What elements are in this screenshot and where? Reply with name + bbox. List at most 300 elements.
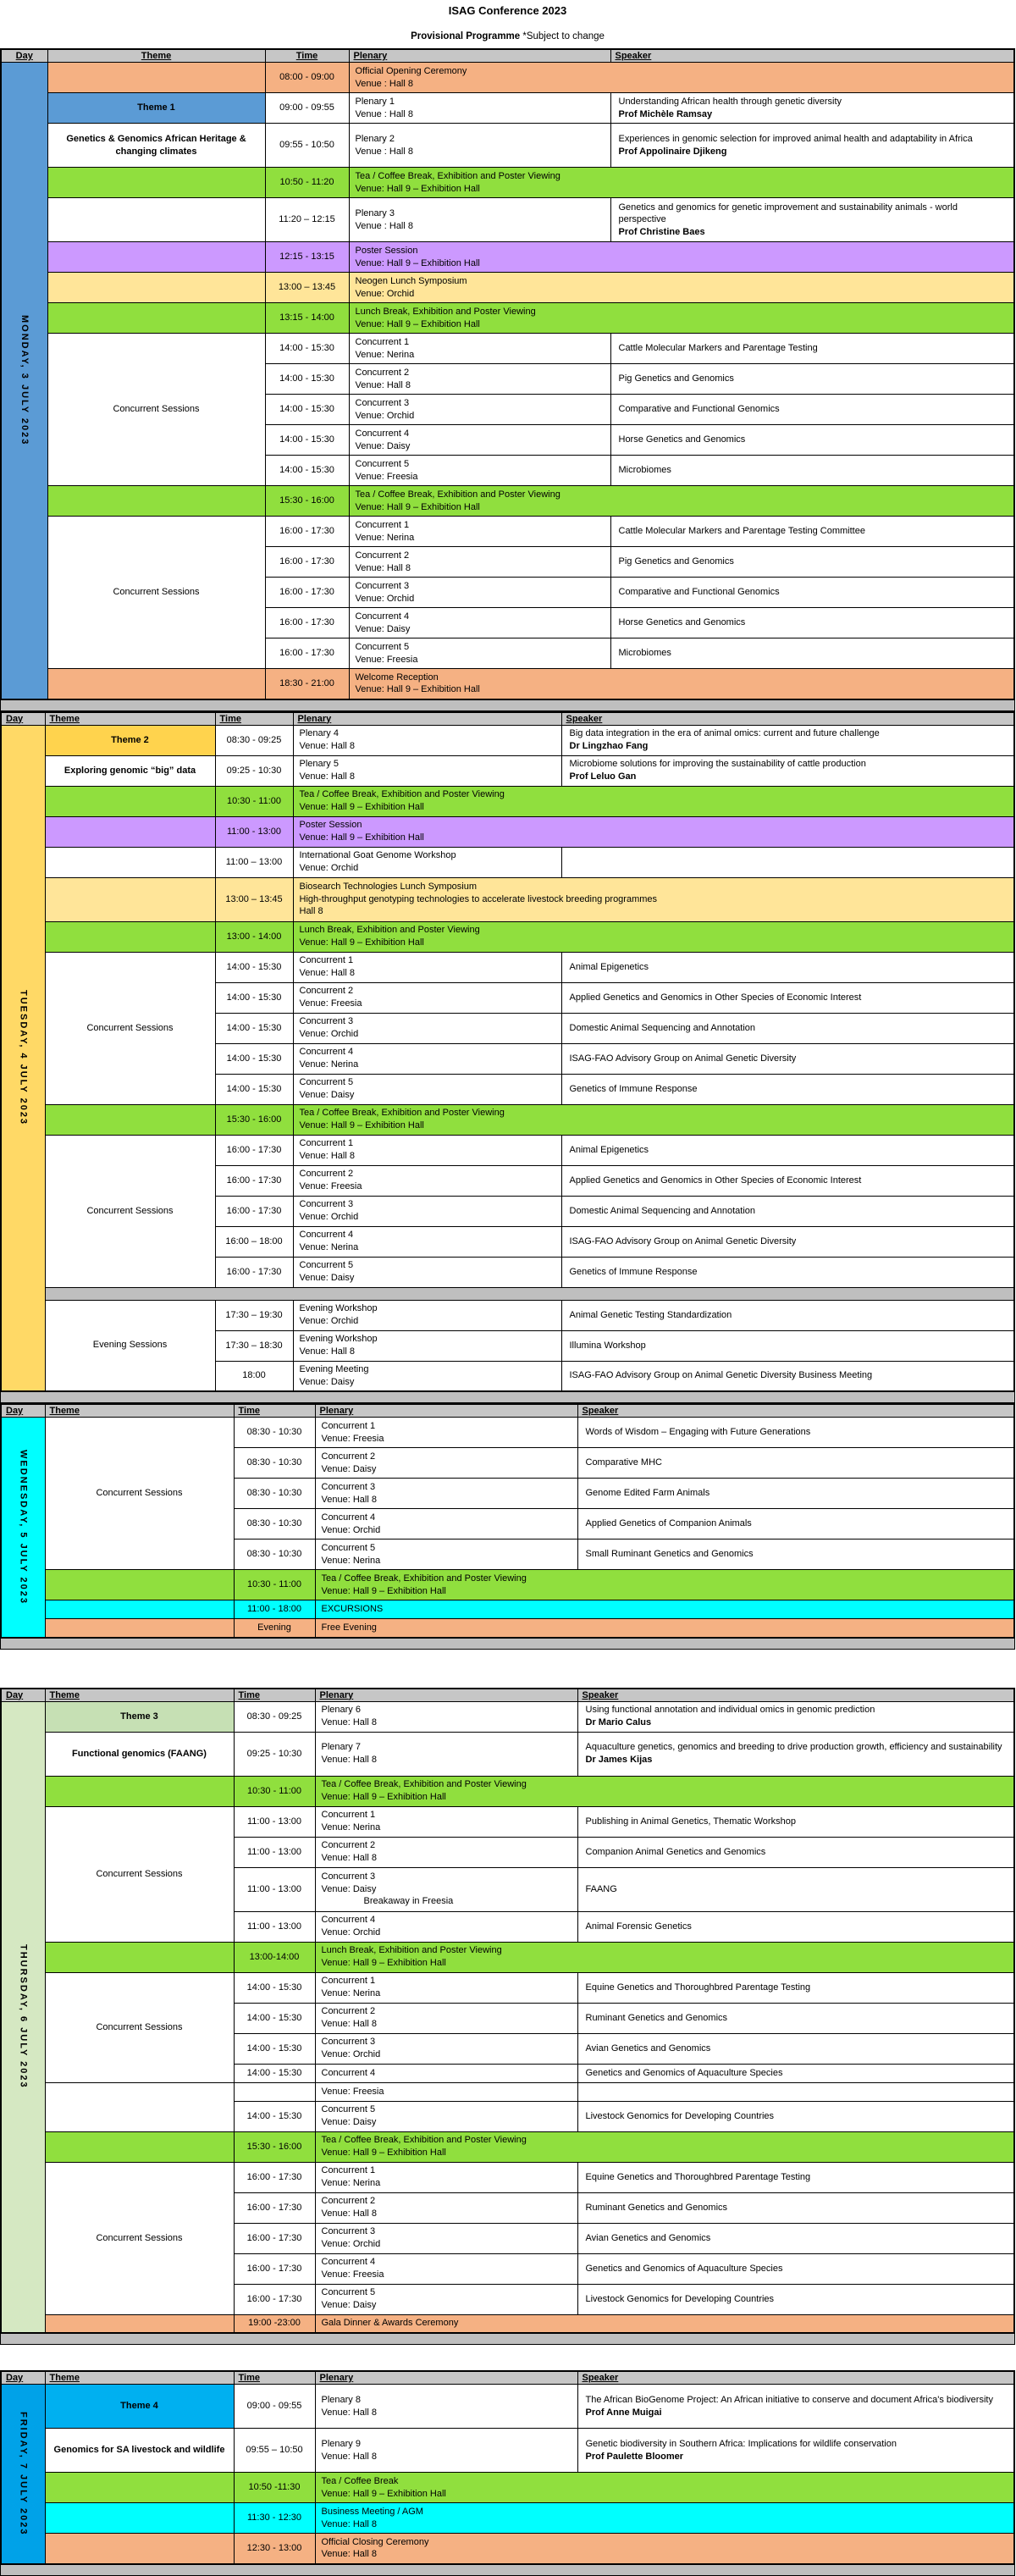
speaker-topic: Pig Genetics and Genomics bbox=[618, 556, 734, 567]
time-cell: 10:30 - 11:00 bbox=[234, 1776, 315, 1806]
plenary-line: Poster Session bbox=[299, 820, 362, 831]
plenary-line: Venue: Daisy bbox=[321, 2300, 377, 2310]
plenary-cell bbox=[349, 198, 610, 242]
speaker-cell bbox=[561, 755, 1014, 786]
speaker-cell bbox=[561, 1226, 1014, 1257]
time-cell: 14:00 - 15:30 bbox=[265, 425, 349, 456]
plenary-line: Hall 8 bbox=[299, 906, 323, 917]
plenary-line: Venue: Nerina bbox=[321, 1988, 381, 1998]
speaker-topic: Domestic Animal Sequencing and Annotation bbox=[569, 1022, 756, 1033]
time-cell: Evening bbox=[234, 1619, 315, 1638]
plenary-line: Concurrent 3 bbox=[355, 580, 410, 591]
time-cell: 14:00 - 15:30 bbox=[215, 982, 293, 1013]
plenary-line: Breakaway in Freesia bbox=[363, 1896, 454, 1907]
plenary-line: Venue: Daisy bbox=[321, 1883, 377, 1894]
plenary-line: Concurrent 2 bbox=[299, 986, 354, 997]
speaker-topic: ISAG-FAO Advisory Group on Animal Genetic Diversity Business Meeting bbox=[569, 1370, 873, 1381]
section-header-row bbox=[1, 1689, 1014, 1702]
plenary-line: Venue: Orchid bbox=[355, 288, 415, 299]
document-header bbox=[0, 0, 1015, 48]
time-cell: 14:00 - 15:30 bbox=[234, 2101, 315, 2131]
theme-cell: Genomics for SA livestock and wildlife bbox=[45, 2429, 234, 2473]
speaker-cell bbox=[577, 2429, 1014, 2473]
time-cell: 16:00 - 17:30 bbox=[215, 1196, 293, 1226]
speaker-cell bbox=[577, 1701, 1014, 1732]
section-separator-bar bbox=[0, 2334, 1015, 2345]
column-header-speaker: Speaker bbox=[610, 49, 1014, 63]
speaker-cell bbox=[577, 2192, 1014, 2223]
table-row bbox=[1, 2162, 1014, 2192]
speaker-cell bbox=[577, 2064, 1014, 2082]
subtitle-bold: Provisional Programme bbox=[411, 31, 521, 41]
time-cell: 14:00 - 15:30 bbox=[234, 2003, 315, 2033]
plenary-line: Venue: Hall 8 bbox=[321, 2518, 377, 2529]
time-cell: 14:00 - 15:30 bbox=[215, 952, 293, 982]
time-cell: 16:00 - 17:30 bbox=[265, 638, 349, 669]
plenary-line: Tea / Coffee Break, Exhibition and Poster Viewing bbox=[321, 2135, 527, 2146]
plenary-line: Venue: Hall 8 bbox=[321, 2407, 377, 2418]
plenary-line: Concurrent 5 bbox=[299, 1077, 354, 1088]
time-cell: 13:00 – 13:45 bbox=[265, 273, 349, 303]
plenary-cell bbox=[349, 608, 610, 638]
time-cell: 14:00 - 15:30 bbox=[265, 334, 349, 364]
time-cell: 14:00 - 15:30 bbox=[265, 395, 349, 425]
plenary-line: Concurrent 1 bbox=[299, 1138, 354, 1149]
speaker-cell bbox=[577, 2253, 1014, 2284]
plenary-cell bbox=[349, 486, 1014, 517]
time-cell: 10:30 - 11:00 bbox=[234, 1570, 315, 1600]
time-cell: 09:55 – 10:50 bbox=[234, 2429, 315, 2473]
plenary-cell bbox=[315, 1701, 577, 1732]
day-label: WEDNESDAY, 5 JULY 2023 bbox=[18, 1449, 29, 1605]
plenary-line: Venue: Freesia bbox=[321, 2086, 384, 2097]
speaker-cell bbox=[561, 847, 1014, 877]
plenary-line: Venue : Hall 8 bbox=[355, 78, 413, 89]
speaker-topic: Small Ruminant Genetics and Genomics bbox=[585, 1549, 754, 1560]
plenary-cell bbox=[349, 517, 610, 547]
table-row bbox=[1, 1570, 1014, 1600]
speaker-topic: Genetics of Immune Response bbox=[569, 1266, 698, 1277]
plenary-line: Concurrent 4 bbox=[355, 428, 410, 439]
plenary-line: Venue: Freesia bbox=[355, 654, 418, 665]
plenary-line: Venue: Nerina bbox=[299, 1059, 359, 1070]
table-row bbox=[1, 725, 1014, 755]
plenary-cell bbox=[349, 124, 610, 168]
time-cell: 11:00 – 13:00 bbox=[215, 847, 293, 877]
speaker-topic: Ruminant Genetics and Genomics bbox=[585, 2012, 728, 2023]
speaker-topic: Experiences in genomic selection for improved animal health and adaptability in Africa bbox=[618, 133, 973, 144]
table-row bbox=[1, 124, 1014, 168]
plenary-line: Venue: Daisy bbox=[299, 1090, 355, 1100]
plenary-line: Venue: Orchid bbox=[321, 2049, 381, 2059]
plenary-cell bbox=[315, 1732, 577, 1776]
plenary-line: EXCURSIONS bbox=[321, 1604, 384, 1615]
speaker-cell bbox=[577, 1867, 1014, 1911]
plenary-cell bbox=[349, 303, 1014, 334]
plenary-line: Venue: Nerina bbox=[321, 1822, 381, 1832]
plenary-line: Venue : Hall 8 bbox=[355, 220, 413, 231]
theme-cell: Theme 1 bbox=[47, 93, 265, 124]
speaker-cell bbox=[577, 1732, 1014, 1776]
speaker-cell bbox=[561, 1300, 1014, 1330]
theme-cell: Concurrent Sessions bbox=[47, 517, 265, 669]
theme-cell bbox=[47, 303, 265, 334]
time-cell: 16:00 - 17:30 bbox=[234, 2162, 315, 2192]
plenary-cell bbox=[315, 1540, 577, 1570]
theme-cell bbox=[45, 2534, 234, 2564]
plenary-line: Concurrent 2 bbox=[355, 550, 410, 561]
time-cell: 08:30 - 10:30 bbox=[234, 1418, 315, 1448]
speaker-topic: Using functional annotation and individual omics in genomic prediction bbox=[585, 1705, 875, 1716]
plenary-cell bbox=[293, 1013, 561, 1043]
plenary-cell bbox=[315, 2534, 1014, 2564]
plenary-line: Gala Dinner & Awards Ceremony bbox=[321, 2318, 459, 2329]
time-cell: 18:00 bbox=[215, 1361, 293, 1391]
plenary-cell bbox=[315, 2101, 577, 2131]
plenary-cell bbox=[293, 1104, 1014, 1135]
table-row bbox=[1, 816, 1014, 847]
speaker-cell bbox=[610, 517, 1014, 547]
plenary-cell bbox=[315, 2284, 577, 2314]
plenary-cell bbox=[349, 425, 610, 456]
theme-cell bbox=[45, 921, 215, 952]
speaker-topic: Horse Genetics and Genomics bbox=[618, 434, 746, 445]
plenary-line: Venue: Freesia bbox=[321, 2269, 384, 2280]
plenary-line: Concurrent 3 bbox=[299, 1016, 354, 1027]
theme-cell bbox=[45, 1104, 215, 1135]
speaker-cell bbox=[610, 547, 1014, 578]
speaker-cell bbox=[577, 1911, 1014, 1942]
theme-cell bbox=[45, 786, 215, 816]
column-header-theme: Theme bbox=[45, 2371, 234, 2385]
plenary-line: Venue: Orchid bbox=[299, 1212, 359, 1222]
theme-cell bbox=[47, 242, 265, 273]
plenary-line: Concurrent 4 bbox=[299, 1047, 354, 1058]
programme-sections bbox=[0, 48, 1015, 2576]
speaker-cell bbox=[561, 1043, 1014, 1074]
column-header-day: Day bbox=[1, 1689, 45, 1702]
plenary-line: Venue: Orchid bbox=[321, 1524, 381, 1535]
table-row bbox=[1, 1972, 1014, 2003]
plenary-line: Official Closing Ceremony bbox=[321, 2536, 429, 2547]
plenary-line: Evening Workshop bbox=[299, 1303, 378, 1314]
theme-cell: Concurrent Sessions bbox=[47, 334, 265, 486]
table-row bbox=[1, 168, 1014, 198]
plenary-line: Venue: Orchid bbox=[299, 1029, 359, 1039]
time-cell: 19:00 -23:00 bbox=[234, 2314, 315, 2333]
speaker-cell bbox=[561, 1361, 1014, 1391]
section-gap bbox=[0, 2345, 1015, 2370]
theme-cell bbox=[45, 1619, 234, 1638]
table-row bbox=[1, 2131, 1014, 2162]
plenary-line: Concurrent 1 bbox=[299, 955, 354, 966]
plenary-line: Concurrent 2 bbox=[355, 367, 410, 378]
plenary-cell bbox=[349, 364, 610, 395]
plenary-line: Venue: Hall 8 bbox=[321, 1717, 377, 1727]
day-label: TUESDAY, 4 JULY 2023 bbox=[18, 990, 29, 1126]
plenary-cell bbox=[349, 638, 610, 669]
plenary-line: Venue: Hall 9 – Exhibition Hall bbox=[321, 1958, 446, 1968]
column-header-theme: Theme bbox=[45, 712, 215, 726]
table-row bbox=[1, 1776, 1014, 1806]
theme-cell bbox=[45, 816, 215, 847]
plenary-line: Venue : Hall 8 bbox=[355, 146, 413, 157]
time-cell: 08:30 - 10:30 bbox=[234, 1509, 315, 1540]
speaker-cell bbox=[610, 124, 1014, 168]
theme-cell: Genetics & Genomics African Heritage & changing climates bbox=[47, 124, 265, 168]
time-cell: 14:00 - 15:30 bbox=[234, 1972, 315, 2003]
speaker-cell bbox=[561, 725, 1014, 755]
speaker-name: Dr James Kijas bbox=[585, 1755, 653, 1765]
plenary-line: Venue: Hall 9 – Exhibition Hall bbox=[321, 1792, 446, 1802]
theme-cell: Exploring genomic “big” data bbox=[45, 755, 215, 786]
table-row bbox=[1, 786, 1014, 816]
speaker-topic: Microbiomes bbox=[618, 648, 671, 659]
table-row bbox=[1, 2473, 1014, 2503]
plenary-line: Concurrent 3 bbox=[299, 1199, 354, 1210]
plenary-cell bbox=[315, 1509, 577, 1540]
speaker-topic: The African BioGenome Project: An African initiative to conserve and document Africa's biodiversity bbox=[585, 2394, 993, 2405]
plenary-line: Plenary 2 bbox=[355, 133, 395, 144]
plenary-line: Venue: Hall 8 bbox=[299, 968, 355, 978]
time-cell: 14:00 - 15:30 bbox=[215, 1043, 293, 1074]
plenary-line: Venue: Daisy bbox=[321, 2117, 377, 2127]
time-cell: 17:30 – 19:30 bbox=[215, 1300, 293, 1330]
plenary-line: Concurrent 4 bbox=[321, 1915, 376, 1926]
speaker-name: Prof Appolinaire Djikeng bbox=[618, 146, 727, 157]
plenary-line: Neogen Lunch Symposium bbox=[355, 275, 467, 286]
time-cell: 16:00 - 17:30 bbox=[215, 1257, 293, 1287]
plenary-line: Poster Session bbox=[355, 245, 418, 256]
time-cell: 09:00 - 09:55 bbox=[265, 93, 349, 124]
plenary-cell bbox=[293, 952, 561, 982]
speaker-name: Prof Michèle Ramsay bbox=[618, 108, 713, 119]
plenary-line: Concurrent 4 bbox=[321, 1512, 376, 1523]
table-row bbox=[1, 1135, 1014, 1165]
speaker-topic: Genetics of Immune Response bbox=[569, 1083, 698, 1094]
time-cell: 15:30 - 16:00 bbox=[215, 1104, 293, 1135]
speaker-topic: Livestock Genomics for Developing Countries bbox=[585, 2293, 775, 2304]
speaker-topic: Genetics and Genomics of Aquaculture Species bbox=[585, 2263, 783, 2274]
column-header-plenary: Plenary bbox=[349, 49, 610, 63]
plenary-line: Concurrent 1 bbox=[321, 1810, 376, 1821]
time-cell: 13:00-14:00 bbox=[234, 1942, 315, 1972]
plenary-line: Venue: Nerina bbox=[355, 532, 415, 543]
speaker-name: Prof Christine Baes bbox=[618, 226, 705, 237]
plenary-line: Plenary 5 bbox=[299, 759, 339, 770]
plenary-cell bbox=[315, 1942, 1014, 1972]
plenary-line: Venue : Hall 8 bbox=[355, 108, 413, 119]
speaker-topic: Publishing in Animal Genetics, Thematic Workshop bbox=[585, 1816, 796, 1827]
plenary-line: Venue: Hall 9 – Exhibition Hall bbox=[355, 684, 480, 695]
speaker-cell bbox=[610, 364, 1014, 395]
speaker-topic: Comparative MHC bbox=[585, 1457, 662, 1468]
theme-cell bbox=[45, 1600, 234, 1619]
plenary-cell bbox=[293, 982, 561, 1013]
plenary-line: Venue: Hall 8 bbox=[321, 2208, 377, 2219]
plenary-line: Venue: Hall 9 – Exhibition Hall bbox=[355, 318, 480, 329]
speaker-topic: Horse Genetics and Genomics bbox=[618, 617, 746, 628]
plenary-line: Lunch Break, Exhibition and Poster Viewing bbox=[355, 306, 536, 317]
speaker-cell bbox=[610, 425, 1014, 456]
plenary-cell bbox=[349, 273, 1014, 303]
speaker-topic: ISAG-FAO Advisory Group on Animal Genetic Diversity bbox=[569, 1235, 797, 1247]
plenary-line: Venue: Orchid bbox=[355, 410, 415, 421]
table-row bbox=[1, 63, 1014, 93]
speaker-cell bbox=[577, 1479, 1014, 1509]
speaker-topic: Pig Genetics and Genomics bbox=[618, 373, 734, 384]
time-cell: 16:00 - 17:30 bbox=[265, 547, 349, 578]
plenary-cell bbox=[293, 1135, 561, 1165]
speaker-topic: Animal Forensic Genetics bbox=[585, 1921, 692, 1932]
theme-cell bbox=[45, 2082, 234, 2131]
speaker-topic: Comparative and Functional Genomics bbox=[618, 587, 780, 598]
plenary-cell bbox=[293, 1361, 561, 1391]
plenary-cell bbox=[349, 334, 610, 364]
plenary-line: Official Opening Ceremony bbox=[355, 65, 467, 76]
time-cell: 15:30 - 16:00 bbox=[265, 486, 349, 517]
plenary-line: Venue: Hall 8 bbox=[299, 741, 355, 751]
plenary-cell bbox=[315, 2223, 577, 2253]
speaker-name: Prof Paulette Bloomer bbox=[585, 2451, 684, 2462]
theme-cell bbox=[45, 2314, 234, 2333]
speaker-topic: Companion Animal Genetics and Genomics bbox=[585, 1846, 766, 1857]
speaker-cell bbox=[561, 1165, 1014, 1196]
plenary-line: Tea / Coffee Break, Exhibition and Poster Viewing bbox=[299, 1108, 505, 1119]
plenary-cell bbox=[315, 1570, 1014, 1600]
plenary-line: Venue: Hall 9 – Exhibition Hall bbox=[355, 257, 480, 268]
table-row bbox=[1, 1806, 1014, 1837]
plenary-line: Concurrent 2 bbox=[321, 1451, 376, 1462]
column-header-day: Day bbox=[1, 1404, 45, 1418]
speaker-topic: Animal Epigenetics bbox=[569, 961, 649, 972]
speaker-topic: Applied Genetics of Companion Animals bbox=[585, 1518, 752, 1529]
time-cell: 13:00 - 14:00 bbox=[215, 921, 293, 952]
speaker-topic: Equine Genetics and Thoroughbred Parentage Testing bbox=[585, 2171, 811, 2182]
speaker-topic: Illumina Workshop bbox=[569, 1340, 646, 1351]
column-header-day: Day bbox=[1, 712, 45, 726]
speaker-cell bbox=[577, 1972, 1014, 2003]
table-row bbox=[1, 669, 1014, 699]
plenary-line: Venue: Daisy bbox=[355, 440, 411, 451]
plenary-line: Plenary 9 bbox=[321, 2438, 361, 2449]
time-cell: 14:00 - 15:30 bbox=[234, 2064, 315, 2082]
table-row bbox=[1, 1287, 1014, 1300]
plenary-line: Free Evening bbox=[321, 1622, 377, 1633]
plenary-line: Plenary 3 bbox=[355, 207, 395, 218]
table-row bbox=[1, 1732, 1014, 1776]
plenary-line: Venue: Hall 8 bbox=[321, 2019, 377, 2029]
speaker-topic: Aquaculture genetics, genomics and breeding to drive production growth, efficiency and sustainability bbox=[585, 1742, 1002, 1753]
speaker-cell bbox=[561, 982, 1014, 1013]
time-cell: 14:00 - 15:30 bbox=[234, 2033, 315, 2064]
column-header-speaker: Speaker bbox=[577, 1689, 1014, 1702]
speaker-topic: Avian Genetics and Genomics bbox=[585, 2232, 711, 2243]
section-header-row bbox=[1, 712, 1014, 726]
speaker-cell bbox=[610, 93, 1014, 124]
plenary-cell bbox=[315, 1600, 1014, 1619]
column-header-time: Time bbox=[234, 2371, 315, 2385]
theme-cell: Concurrent Sessions bbox=[45, 952, 215, 1104]
speaker-cell bbox=[561, 1196, 1014, 1226]
plenary-line: Tea / Coffee Break, Exhibition and Poster Viewing bbox=[355, 489, 560, 500]
plenary-line: Plenary 6 bbox=[321, 1705, 361, 1716]
plenary-line: Venue: Orchid bbox=[299, 1316, 359, 1326]
plenary-line: Concurrent 3 bbox=[321, 2226, 376, 2237]
time-cell: 16:00 – 18:00 bbox=[215, 1226, 293, 1257]
time-cell: 16:00 - 17:30 bbox=[265, 578, 349, 608]
speaker-cell bbox=[610, 456, 1014, 486]
time-cell: 12:15 - 13:15 bbox=[265, 242, 349, 273]
column-header-plenary: Plenary bbox=[315, 1689, 577, 1702]
table-row bbox=[1, 877, 1014, 921]
speaker-topic: Ruminant Genetics and Genomics bbox=[585, 2202, 728, 2213]
plenary-cell bbox=[293, 1165, 561, 1196]
plenary-line: Concurrent 1 bbox=[355, 336, 410, 347]
section-wednesday bbox=[0, 1403, 1015, 1639]
plenary-line: Venue: Hall 8 bbox=[321, 1853, 377, 1863]
theme-cell: Theme 2 bbox=[45, 725, 215, 755]
plenary-line: Venue: Hall 9 – Exhibition Hall bbox=[299, 802, 424, 812]
speaker-cell bbox=[577, 2033, 1014, 2064]
speaker-cell bbox=[610, 334, 1014, 364]
theme-cell bbox=[45, 2473, 234, 2503]
plenary-line: Concurrent 4 bbox=[321, 2067, 376, 2078]
speaker-cell bbox=[577, 2082, 1014, 2101]
plenary-line: Venue: Freesia bbox=[355, 471, 418, 482]
plenary-cell bbox=[315, 1619, 1014, 1638]
plenary-line: Tea / Coffee Break, Exhibition and Poster Viewing bbox=[321, 1779, 527, 1790]
column-header-speaker: Speaker bbox=[577, 2371, 1014, 2385]
section-header-row bbox=[1, 1404, 1014, 1418]
speaker-topic: Livestock Genomics for Developing Countries bbox=[585, 2110, 775, 2121]
plenary-line: Welcome Reception bbox=[355, 672, 439, 683]
plenary-line: Concurrent 4 bbox=[321, 2257, 376, 2268]
plenary-line: Venue: Nerina bbox=[299, 1242, 359, 1252]
speaker-cell bbox=[610, 395, 1014, 425]
time-cell: 08:30 - 09:25 bbox=[215, 725, 293, 755]
theme-cell bbox=[47, 273, 265, 303]
speaker-topic: ISAG-FAO Advisory Group on Animal Genetic Diversity bbox=[569, 1053, 797, 1064]
theme-cell bbox=[45, 847, 215, 877]
table-row bbox=[1, 1619, 1014, 1638]
section-header-row bbox=[1, 49, 1014, 63]
plenary-line: Venue: Hall 8 bbox=[355, 562, 411, 573]
column-header-speaker: Speaker bbox=[561, 712, 1014, 726]
time-cell: 16:00 - 17:30 bbox=[234, 2284, 315, 2314]
plenary-cell bbox=[315, 1837, 577, 1867]
plenary-cell bbox=[349, 93, 610, 124]
time-cell: 14:00 - 15:30 bbox=[215, 1074, 293, 1104]
theme-cell: Functional genomics (FAANG) bbox=[45, 1732, 234, 1776]
plenary-cell bbox=[349, 168, 1014, 198]
plenary-line: Concurrent 3 bbox=[321, 1871, 376, 1882]
speaker-topic: Domestic Animal Sequencing and Annotation bbox=[569, 1205, 756, 1216]
table-row bbox=[1, 2534, 1014, 2564]
plenary-line: Venue: Orchid bbox=[355, 593, 415, 604]
plenary-line: Concurrent 1 bbox=[321, 1420, 376, 1431]
table-row bbox=[1, 2503, 1014, 2534]
time-cell: 13:00 – 13:45 bbox=[215, 877, 293, 921]
plenary-line: Concurrent 2 bbox=[321, 2196, 376, 2207]
table-row bbox=[1, 1418, 1014, 1448]
plenary-line: Plenary 8 bbox=[321, 2394, 361, 2405]
plenary-cell bbox=[315, 1911, 577, 1942]
column-header-theme: Theme bbox=[45, 1689, 234, 1702]
plenary-line: Tea / Coffee Break, Exhibition and Poster Viewing bbox=[355, 170, 560, 181]
speaker-topic: Understanding African health through genetic diversity bbox=[618, 96, 842, 107]
speaker-cell bbox=[577, 2385, 1014, 2429]
